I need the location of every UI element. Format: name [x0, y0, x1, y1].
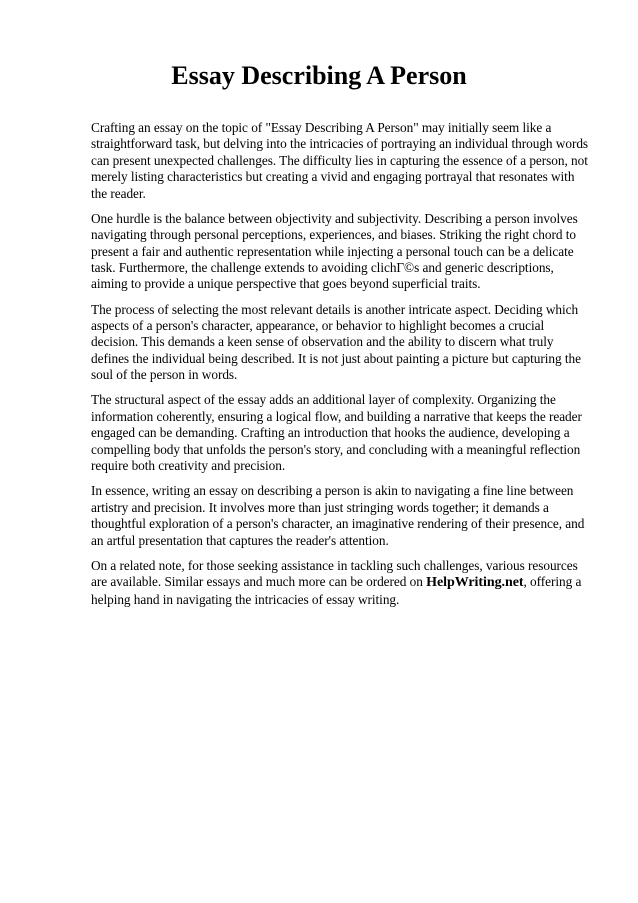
related-note-text-before: On a related note, for those seeking assistance in tackling such challenges, various resources are available. Similar essays and much more can be ordered on — [91, 557, 578, 590]
paragraph-details: The process of selecting the most relevant details is another intricate aspect. Deciding which aspects of a person's character, appearance, or behavior to highlight becomes a crucial decision. This demands a keen sense of observation and the ability to discern what truly defines the individual being described. It is not just about painting a picture but capturing the soul of the person in words. — [91, 301, 581, 383]
paragraph-structure: The structural aspect of the essay adds an additional layer of complexity. Organizing the information coherently, ensuring a logical flow, and building a narrative that keeps the reader engaged can be demanding. Crafting an introduction that hooks the audience, developing a compelling body that unfolds the person's story, and concluding with a meaningful reflection require both creativity and precision. — [91, 392, 582, 474]
page-title: Essay Describing A Person — [171, 61, 467, 90]
paragraph-related-note — [91, 558, 591, 608]
paragraph-objectivity: One hurdle is the balance between objectivity and subjectivity. Describing a person involves navigating through personal perceptions, experiences, and biases. Striking the right chord to present a fair and authentic representation while injecting a personal touch can be a delicate task. Furthermore, the challenge extends to avoiding clichГ©s and generic descriptions, aiming to provide a unique perspective that goes beyond superficial traits. — [91, 210, 578, 292]
document-body — [91, 120, 591, 617]
brand-link[interactable]: HelpWriting.net — [426, 575, 524, 591]
related-note-text-after: , offering a helping hand in navigating the intricacies of essay writing. — [91, 574, 582, 607]
paragraph-essence: In essence, writing an essay on describing a person is akin to navigating a fine line between artistry and precision. It involves more than just stringing words together; it demands a thoughtful exploration of a person's character, an imaginative rendering of their presence, and an artful presentation that captures the reader's attention. — [91, 483, 585, 548]
paragraph-intro: Crafting an essay on the topic of "Essay Describing A Person" may initially seem like a straightforward task, but delving into the intricacies of portraying an individual through words can present unexpected challenges. The difficulty lies in capturing the essence of a person, not merely listing characteristics but creating a vivid and engaging portrayal that resonates with the reader. — [91, 120, 589, 201]
